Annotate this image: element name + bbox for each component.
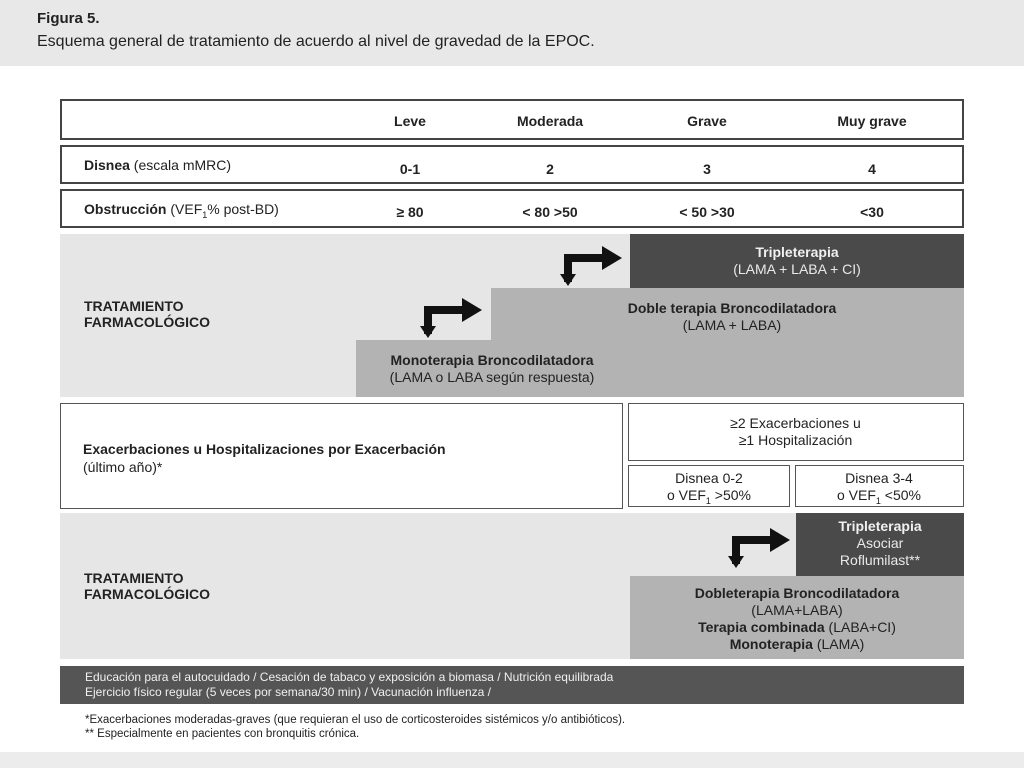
exacerbations-label-box (60, 403, 623, 509)
exacerbations-subgroup-low: Disnea 0-2 o $VEF_1 >50\%$ (628, 465, 790, 507)
footnote-1: *Exacerbaciones moderadas-graves (que requieran el uso de corticosteroides sistémicos y/o antibióticos). (85, 714, 626, 726)
disnea-value-moderada: 2 (546, 161, 554, 177)
disnea-value-muy-grave: 4 (868, 161, 876, 177)
disnea-row (60, 145, 964, 184)
severity-muy-grave: Muy grave (837, 113, 907, 129)
severity-header-row (60, 99, 964, 140)
footnote-2: ** Especialmente en pacientes con bronquitis crónica. (85, 728, 360, 740)
obstruccion-value-muy-grave: <30 (860, 204, 884, 220)
treatment-2-label: TRATAMIENTO FARMACOLÓGICO (84, 570, 210, 602)
obstruccion-row (60, 189, 964, 228)
monoterapia-text: Monoterapia Broncodilatadora (LAMA o LABA según respuesta) (389, 352, 595, 385)
bottom-band (0, 752, 1024, 768)
general-measures-line-2: Ejercicio físico regular (5 veces por semana/30 min) / Vacunación influenza / (85, 685, 491, 699)
doble-terapia-text: Doble terapia Broncodilatadora (LAMA + LABA) (627, 300, 837, 333)
figure-title: Figura 5. (37, 10, 100, 27)
severity-leve: Leve (394, 113, 426, 129)
obstruccion-value-moderada: < 80 >50 (522, 204, 578, 220)
figure-caption: Esquema general de tratamiento de acuerdo al nivel de gravedad de la EPOC. (37, 33, 595, 50)
step-up-arrow-icon (726, 518, 796, 570)
footnotes (85, 713, 625, 741)
disnea-label: Disnea (escala mMRC) (84, 157, 232, 173)
figure-header (0, 0, 1024, 66)
severity-moderada: Moderada (516, 113, 584, 129)
disnea-value-grave: 3 (703, 161, 711, 177)
general-measures-line-1: Educación para el autocuidado / Cesación de tabaco y exposición a biomasa / Nutrición equilibrada (85, 670, 614, 684)
exacerbations-label: Exacerbaciones u Hospitalizaciones por Exacerbación (último año)* (83, 441, 446, 475)
tripleterapia-2-text: Tripleterapia Asociar Roflumilast** (838, 518, 922, 568)
obstruccion-label: Obstrucción ($VEF_1\%$ post-BD) (84, 201, 279, 220)
severity-grave: Grave (687, 113, 727, 129)
obstruccion-value-leve: ≥ 80 (396, 204, 424, 220)
general-measures-bar (60, 666, 964, 704)
tripleterapia-text: Tripleterapia (LAMA + LABA + CI) (733, 244, 861, 277)
dobleterapia-2-text: Dobleterapia Broncodilatadora (LAMA+LABA) Terapia combinada (LABA+CI) Monoterapia (LAMA) (694, 585, 900, 652)
disnea-value-leve: 0-1 (399, 161, 421, 177)
exacerbations-subgroup-high: Disnea 3-4 o $VEF_1 <50\%$ (795, 465, 964, 507)
treatment-1-label: TRATAMIENTO FARMACOLÓGICO (84, 298, 210, 330)
exacerbations-criteria-box: ≥2 Exacerbaciones u ≥1 Hospitalización (628, 403, 964, 461)
step-up-arrow-icon (418, 288, 488, 340)
obstruccion-value-grave: < 50 >30 (679, 204, 735, 220)
step-up-arrow-icon (558, 236, 628, 288)
